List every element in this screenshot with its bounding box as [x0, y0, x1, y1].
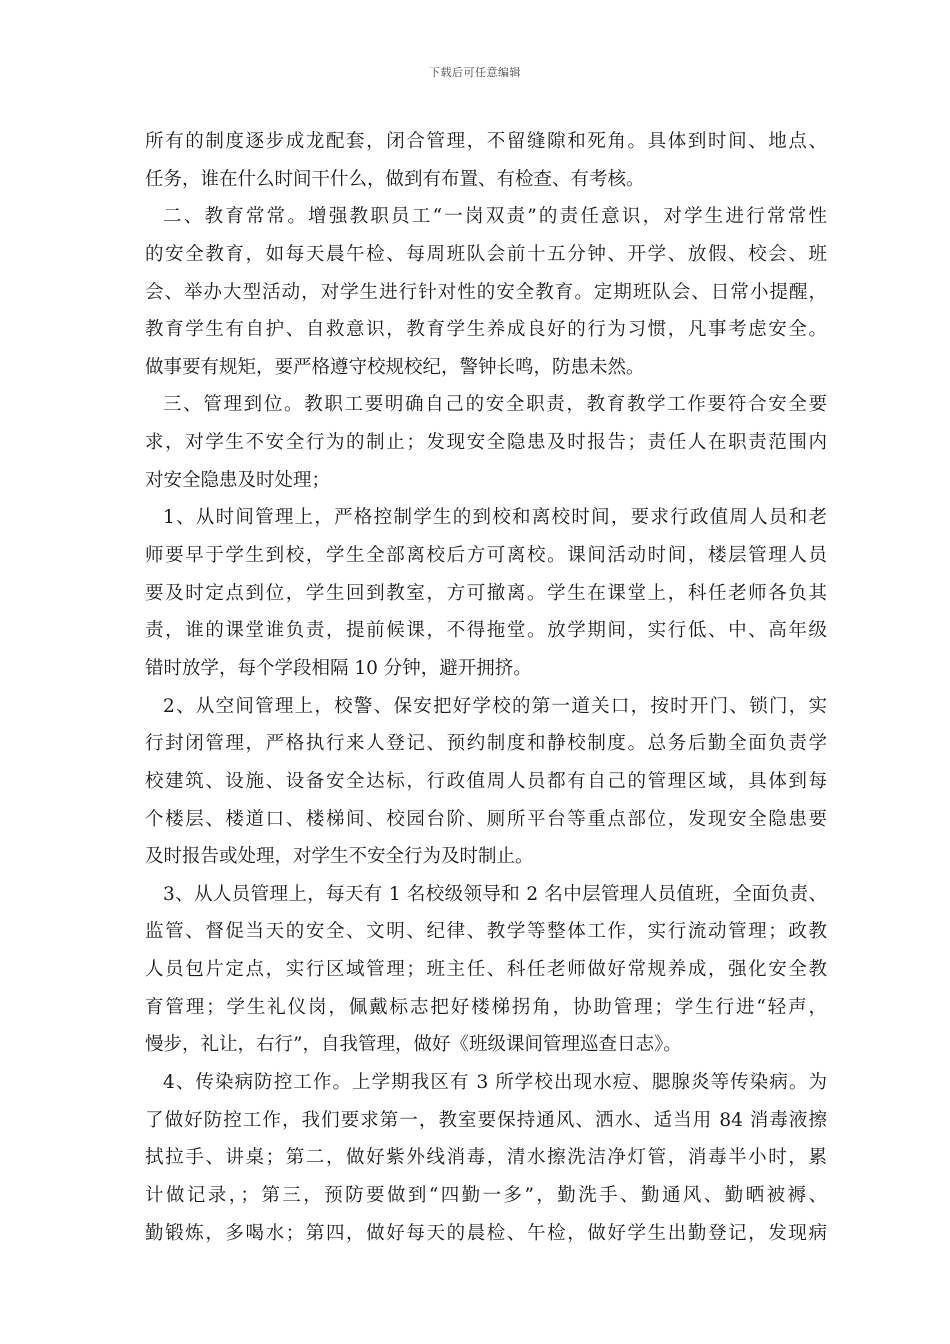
body-line: 行封闭管理，严格执行来人登记、预约制度和静校制度。总务后勤全面负责学 — [145, 733, 827, 755]
body-line: 所有的制度逐步成龙配套，闭合管理，不留缝隙和死角。具体到时间、地点、 — [145, 131, 827, 152]
body-line: 求，对学生不安全行为的制止；发现安全隐患及时报告；责任人在职责范围内 — [145, 432, 827, 454]
body-line: 了做好防控工作，我们要求第一，教室要保持通风、洒水、适当用 84 消毒液擦 — [145, 1109, 827, 1131]
body-line: 2、从空间管理上，校警、保安把好学校的第一道关口，按时开门、锁门，实 — [163, 695, 827, 717]
body-line: 要及时定点到位，学生回到教室，方可撤离。学生在课堂上，科任老师各负其 — [145, 582, 827, 604]
body-line: 4、传染病防控工作。上学期我区有 3 所学校出现水痘、腮腺炎等传染病。为 — [163, 1072, 827, 1094]
body-line: 对安全隐患及时处理； — [145, 469, 331, 491]
body-line: 任务，谁在什么时间干什么，做到有布置、有检查、有考核。 — [145, 168, 645, 190]
document-body — [145, 123, 827, 1252]
body-line: 勤锻炼，多喝水；第四，做好每天的晨检、午检，做好学生出勤登记，发现病 — [145, 1222, 827, 1244]
body-line: 慢步，礼让，右行”，自我管理，做好《班级课间管理巡查日志》。 — [145, 1034, 682, 1056]
body-line: 校建筑、设施、设备安全达标，行政值周人员都有自己的管理区域，具体到每 — [145, 770, 827, 792]
body-line: 教育学生有自护、自救意识，教育学生养成良好的行为习惯，凡事考虑安全。 — [145, 319, 827, 341]
body-line: 三、管理到位。教职工要明确自己的安全职责，教育教学工作要符合安全要 — [163, 394, 827, 416]
body-line: 责，谁的课堂谁负责，提前候课，不得拖堂。放学期间，实行低、中、高年级 — [145, 620, 827, 642]
body-line: 育管理；学生礼仪岗，佩戴标志把好楼梯拐角，协助管理；学生行进“轻声， — [145, 996, 827, 1018]
body-line: 会、举办大型活动，对学生进行针对性的安全教育。定期班队会、日常小提醒， — [145, 281, 827, 303]
body-line: 二、教育常常。增强教职员工“一岗双责”的责任意识，对学生进行常常性 — [163, 206, 827, 228]
body-line: 1、从时间管理上，严格控制学生的到校和离校时间，要求行政值周人员和老 — [163, 507, 827, 529]
body-line: 及时报告或处理，对学生不安全行为及时制止。 — [145, 846, 534, 868]
body-line: 的安全教育，如每天晨午检、每周班队会前十五分钟、开学、放假、校会、班 — [145, 243, 827, 265]
body-line: 师要早于学生到校，学生全部离校后方可离校。课间活动时间，楼层管理人员 — [145, 545, 827, 567]
page-header: 下载后可任意编辑 — [429, 66, 521, 79]
body-line: 监管、督促当天的安全、文明、纪律、教学等整体工作，实行流动管理；政教 — [145, 921, 827, 943]
body-line: 个楼层、楼道口、楼梯间、校园台阶、厕所平台等重点部位，发现安全隐患要 — [145, 808, 827, 830]
body-line: 人员包片定点，实行区域管理；班主任、科任老师做好常规养成，强化安全教 — [145, 959, 827, 981]
body-line: 3、从人员管理上，每天有 1 名校级领导和 2 名中层管理人员值班，全面负责、 — [163, 883, 827, 905]
body-line: 错时放学，每个学段相隔 10 分钟，避开拥挤。 — [145, 657, 532, 679]
body-line: 拭拉手、讲桌；第二，做好紫外线消毒，清水擦洗洁净灯管，消毒半小时，累 — [145, 1147, 827, 1169]
body-line: 做事要有规矩，要严格遵守校规校纪，警钟长鸣，防患未然。 — [145, 356, 645, 378]
body-line: 计做记录，；第三，预防要做到“四勤一多”，勤洗手、勤通风、勤晒被褥、 — [145, 1184, 827, 1206]
